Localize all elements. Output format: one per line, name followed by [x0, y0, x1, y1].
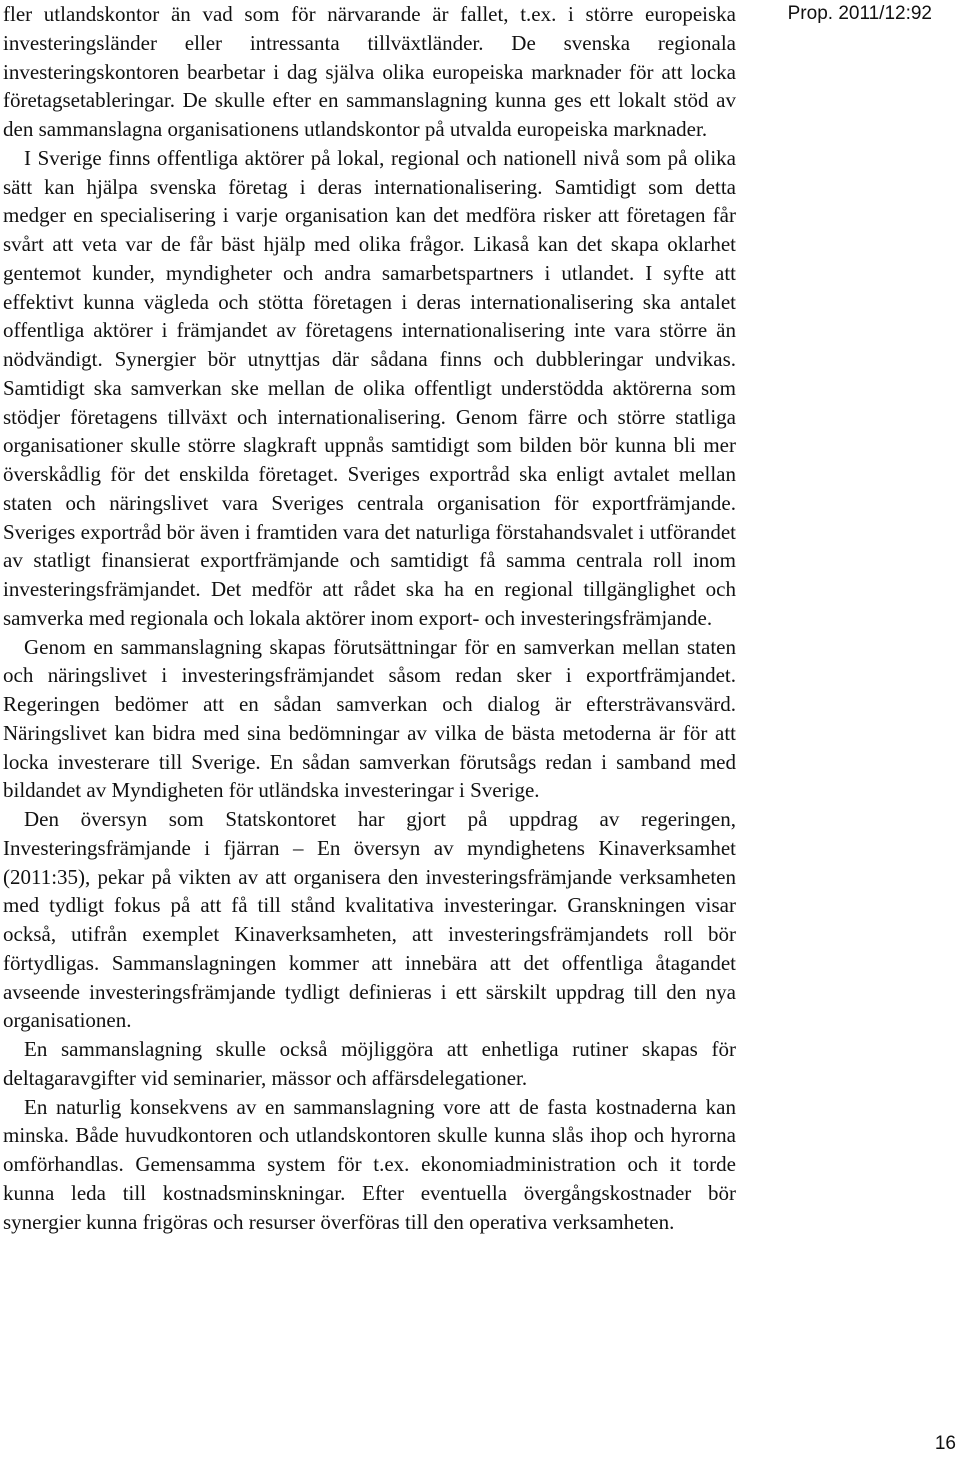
paragraph-2: I Sverige finns offentliga aktörer på lokal, regional och nationell nivå som på olika sätt kan hjälpa svenska företag i deras internationalisering. Samtidigt som detta medger en specialisering i varje organisation kan det medföra risker att företagen får svårt att veta var de får bäst hjälp med olika frågor. Likaså kan det skapa oklarhet gentemot kunder, myndigheter och andra samarbetspartners i utlandet. I syfte att effektivt kunna vägleda och stötta företagen i deras internationalisering ska antalet offentliga aktörer i främjandet av företagens internationalisering inte vara större än nödvändigt. Synergier bör utnyttjas där sådana finns och dubbleringar undvikas. Samtidigt ska samverkan ske mellan de olika offentligt understödda aktörerna som stödjer företagens tillväxt och internationalisering. Genom färre och större statliga organisationer skulle större slagkraft uppnås samtidigt som bilden bör kunna bli mer överskådlig för det enskilda företaget. Sveriges exportråd ska enligt avtalet mellan staten och näringslivet vara Sveriges centrala organisation för exportfrämjande. Sveriges exportråd bör även i framtiden vara det naturliga förstahandsvalet i utförandet av statligt finansierat exportfrämjande och samtidigt få samma centrala roll inom investeringsfrämjandet. Det medför att rådet ska ha en regional tillgänglighet och samverka med regionala och lokala aktörer inom export- och investeringsfrämjande.	[3, 145, 736, 630]
paragraph-6: En naturlig konsekvens av en sammanslagning vore att de fasta kostnaderna kan minska. Både huvudkontoren och utlandskontoren skulle kunna slås ihop och hyrorna omförhandlas. Gemensamma system för t.ex. ekonomiadministration och it torde kunna leda till kostnadsminskningar. Efter eventuella övergångskostnader bör synergier kunna frigöras och resurser överföras till den operativa verksamheten.	[3, 1094, 736, 1234]
main-text-column	[3, 0, 736, 1236]
page-number: 16	[934, 1433, 956, 1454]
paragraph-3: Genom en sammanslagning skapas förutsättningar för en samverkan mellan staten och näringslivet i investeringsfrämjandet såsom redan sker i exportfrämjandet. Regeringen bedömer att en sådan samverkan och dialog är eftersträvansvärd. Näringslivet kan bidra med sina bedömningar av vilka de bästa metoderna är för att locka investerare till Sverige. En sådan samverkan förutsågs redan i samband med bildandet av Myndigheten för utländska investeringar i Sverige.	[3, 634, 736, 803]
paragraph-5: En sammanslagning skulle också möjliggöra att enhetliga rutiner skapas för deltagaravgifter vid seminarier, mässor och affärsdelegationer.	[3, 1037, 736, 1090]
document-reference: Prop. 2011/12:92	[787, 3, 932, 24]
paragraph-4: Den översyn som Statskontoret har gjort på uppdrag av regeringen, Investeringsfrämjande i fjärran – En översyn av myndighetens Kinaverksamhet (2011:35), pekar på vikten av att organisera den investeringsfrämjande verksamheten med tydligt fokus på att få till stånd kvalitativa investeringar. Granskningen visar också, utifrån exemplet Kinaverksamheten, att investeringsfrämjandets roll bör förtydligas. Sammanslagningen kommer att innebära att det offentliga åtagandet avseende investeringsfrämjande tydligt definieras i ett särskilt uppdrag till den nya organisationen.	[3, 807, 736, 1033]
paragraph-1: fler utlandskontor än vad som för närvarande är fallet, t.ex. i större europeiska investeringsländer eller intressanta tillväxtländer. De svenska regionala investeringskontoren bearbetar i dag själva olika europeiska marknader för att locka företagsetableringar. De skulle efter en sammanslagning kunna ges ett lokalt stöd av den sammanslagna organisationens utlandskontor på utvalda europeiska marknader.	[3, 2, 736, 141]
